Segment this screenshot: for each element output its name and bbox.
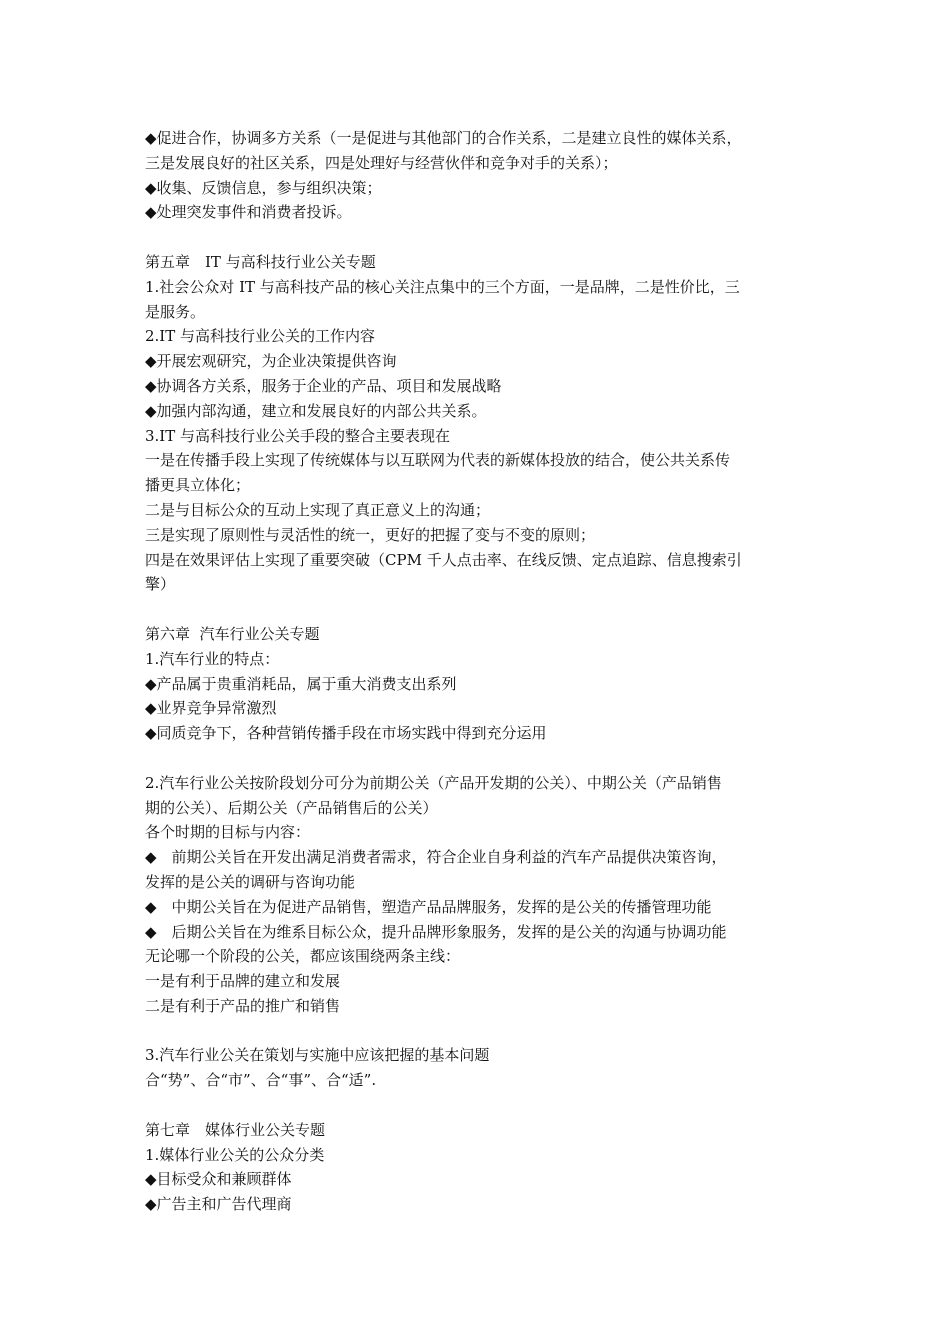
ch6-item-3-answer: 合“势”、合“市”、合“事”、合“适”.	[145, 1071, 377, 1090]
bullet-cooperation-cont: 三是发展良好的社区关系，四是处理好与经营伙伴和竞争对手的关系）；	[145, 153, 618, 172]
spacer	[145, 746, 835, 771]
ch6-bullet-middle: ◆ 中期公关旨在为促进产品销售，塑造产品品牌服务，发挥的是公关的传播管理功能	[145, 897, 712, 916]
ch6-mainline-2: 二是有利于产品的推广和销售	[145, 996, 341, 1015]
ch6-bullet-early: ◆ 前期公关旨在开发出满足消费者需求，符合企业自身利益的汽车产品提供决策咨询，	[145, 848, 727, 867]
ch5-point-4: 四是在效果评估上实现了重要突破（CPM 千人点击率、在线反馈、定点追踪、信息搜索引	[145, 550, 742, 569]
ch6-bullet-early-cont: 发挥的是公关的调研与咨询功能	[145, 872, 356, 891]
ch5-item-1: 1.社会公众对 IT 与高科技产品的核心关注点集中的三个方面，一是品牌，二是性价比，三	[145, 277, 740, 296]
ch5-bullet-coordinate: ◆协调各方关系，服务于企业的产品、项目和发展战略	[145, 376, 502, 395]
ch5-item-2: 2.IT 与高科技行业公关的工作内容	[145, 327, 376, 346]
ch6-bullet-late: ◆ 后期公关旨在为维系目标公众，提升品牌形象服务，发挥的是公关的沟通与协调功能	[145, 922, 727, 941]
chapter-5-title: 第五章 IT 与高科技行业公关专题	[145, 252, 376, 271]
ch6-bullet-product: ◆产品属于贵重消耗品，属于重大消费支出系列	[145, 674, 457, 693]
ch6-item-2: 2.汽车行业公关按阶段划分可分为前期公关（产品开发期的公关）、中期公关（产品销售	[145, 773, 722, 792]
ch6-goals-heading: 各个时期的目标与内容：	[145, 823, 311, 842]
ch6-item-3: 3.汽车行业公关在策划与实施中应该把握的基本问题	[145, 1046, 490, 1065]
ch7-item-1: 1.媒体行业公关的公众分类	[145, 1145, 325, 1164]
ch7-bullet-audience: ◆目标受众和兼顾群体	[145, 1170, 292, 1189]
chapter-7-title: 第七章 媒体行业公关专题	[145, 1120, 326, 1139]
spacer	[145, 597, 835, 622]
ch6-item-1: 1.汽车行业的特点：	[145, 649, 280, 668]
chapter-6-title: 第六章 汽车行业公关专题	[145, 624, 320, 643]
ch5-item-3: 3.IT 与高科技行业公关手段的整合主要表现在	[145, 426, 451, 445]
bullet-emergency: ◆处理突发事件和消费者投诉。	[145, 203, 352, 222]
ch6-mainline-1: 一是有利于品牌的建立和发展	[145, 972, 341, 991]
ch5-point-1: 一是在传播手段上实现了传统媒体与以互联网为代表的新媒体投放的结合，使公共关系传	[145, 451, 731, 470]
spacer	[145, 1019, 835, 1044]
ch7-bullet-advertisers: ◆广告主和广告代理商	[145, 1195, 292, 1214]
spacer	[145, 225, 835, 250]
ch6-item-2-cont: 期的公关）、后期公关（产品销售后的公关）	[145, 798, 438, 817]
spacer	[145, 1093, 835, 1118]
bullet-feedback: ◆收集、反馈信息，参与组织决策；	[145, 178, 382, 197]
ch5-point-1-cont: 播更具立体化；	[145, 476, 251, 495]
ch5-point-3: 三是实现了原则性与灵活性的统一，更好的把握了变与不变的原则；	[145, 525, 596, 544]
ch5-point-2: 二是与目标公众的互动上实现了真正意义上的沟通；	[145, 500, 491, 519]
ch6-bullet-marketing: ◆同质竞争下，各种营销传播手段在市场实践中得到充分运用	[145, 724, 547, 743]
ch5-bullet-research: ◆开展宏观研究，为企业决策提供咨询	[145, 352, 397, 371]
bullet-cooperation: ◆促进合作，协调多方关系（一是促进与其他部门的合作关系，二是建立良性的媒体关系，	[145, 129, 742, 147]
ch5-bullet-internal: ◆加强内部沟通，建立和发展良好的内部公共关系。	[145, 401, 487, 420]
ch5-point-4-cont: 擎）	[145, 575, 176, 594]
ch5-item-1-cont: 是服务。	[145, 302, 206, 321]
ch6-mainlines: 无论哪一个阶段的公关，都应该围绕两条主线：	[145, 947, 461, 966]
document-body	[145, 126, 835, 1217]
ch6-bullet-competition: ◆业界竞争异常激烈	[145, 699, 277, 718]
